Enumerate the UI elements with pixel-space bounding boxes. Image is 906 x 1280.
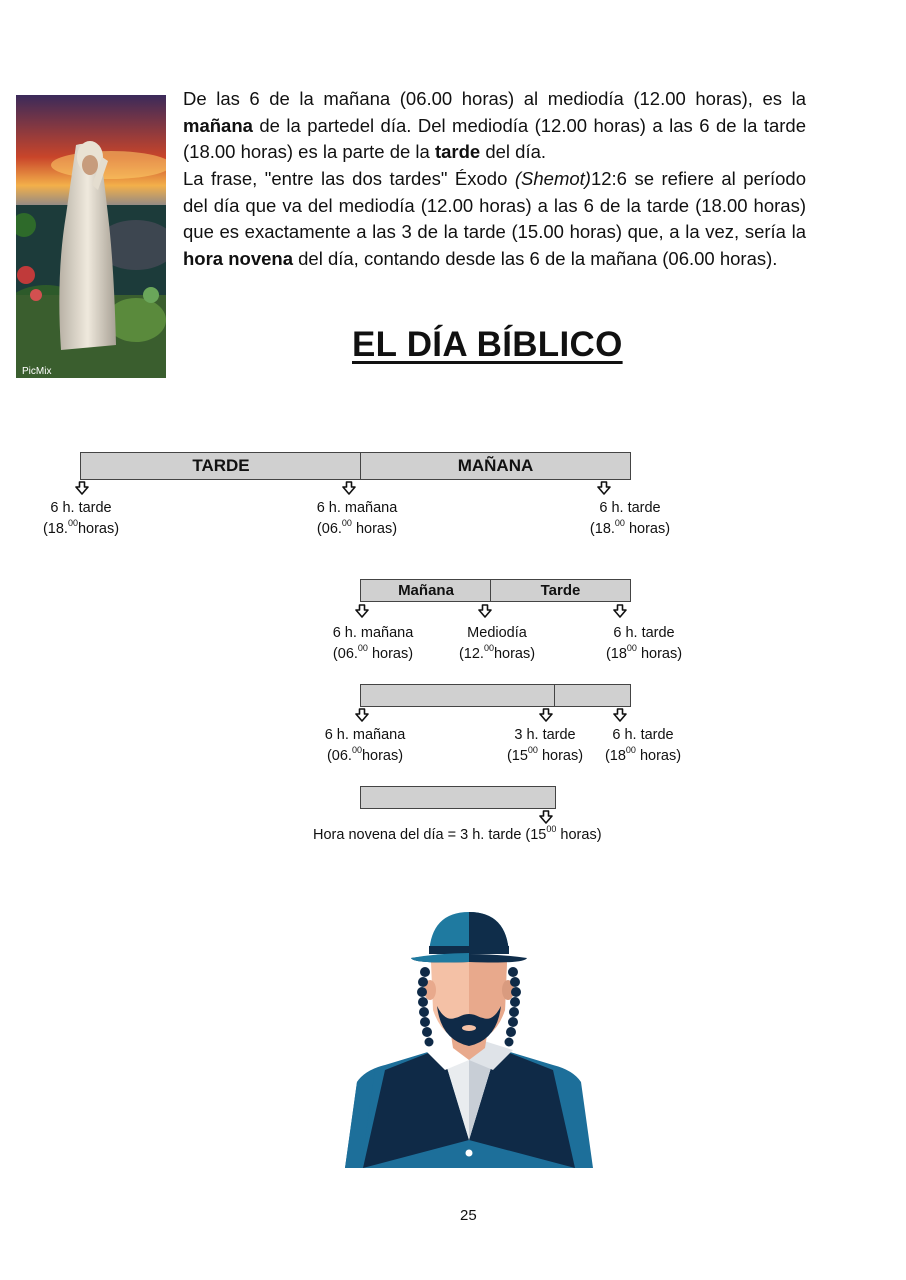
down-arrow-icon xyxy=(613,708,627,722)
caption-unit: horas) xyxy=(556,827,602,843)
time-label-value: (06. xyxy=(332,645,358,662)
time-label-line2 xyxy=(333,644,414,665)
time-label-value: (18. xyxy=(589,520,615,537)
bar-manana-small: Mañana xyxy=(360,579,492,602)
text-segment: del día, contando desde las 6 de la mañana (06.00 horas). xyxy=(293,247,778,269)
time-label xyxy=(605,725,681,766)
text-segment: 12:6 se refiere al período del día que va del mediodía (12.00 horas) a las 6 de la tarde (18.00 horas) que es exactamente a las 3 de la tarde (15.00 horas) que, a la vez, sería la xyxy=(183,168,807,242)
time-label-line1: 6 h. tarde xyxy=(599,500,661,516)
down-arrow-icon xyxy=(597,481,611,495)
time-label xyxy=(459,623,535,664)
time-label-line1: 6 h. tarde xyxy=(50,500,112,516)
orthodox-man-illustration xyxy=(345,910,593,1168)
time-label xyxy=(43,498,119,539)
time-label-unit: horas) xyxy=(351,520,398,537)
time-label-line2 xyxy=(507,746,583,767)
time-label-value: (18. xyxy=(42,520,68,537)
time-label-line1: Mediodía xyxy=(467,625,527,641)
page-number: 25 xyxy=(460,1207,477,1224)
hora-novena-caption xyxy=(313,824,602,843)
time-label-unit: horas) xyxy=(635,747,682,764)
time-label-minutes: 00 xyxy=(614,517,625,528)
time-label-value: (15 xyxy=(506,747,528,764)
time-label xyxy=(590,498,670,539)
caption-minutes: 00 xyxy=(546,824,557,834)
time-label-line2 xyxy=(317,519,398,540)
time-label-minutes: 00 xyxy=(357,642,368,653)
down-arrow-icon xyxy=(613,604,627,618)
time-label-minutes: 00 xyxy=(626,642,637,653)
time-label-line2 xyxy=(605,746,681,767)
right-sidelock xyxy=(505,967,522,1047)
time-label-value: (18 xyxy=(604,747,626,764)
time-label-line1: 6 h. mañana xyxy=(332,625,414,641)
time-label xyxy=(333,623,414,664)
time-label-line1: 6 h. mañana xyxy=(316,500,398,516)
down-arrow-icon xyxy=(539,810,553,824)
time-label-unit: horas) xyxy=(493,645,536,662)
text-segment: de la partedel día. Del mediodía (12.00 horas) a las 6 de la tarde (18.00 horas) es la parte de la xyxy=(183,114,806,162)
bold-tarde: tarde xyxy=(434,141,481,162)
time-label-unit: horas) xyxy=(636,645,683,662)
picmix-watermark: PicMix xyxy=(22,366,52,377)
hat-brim-light xyxy=(411,953,469,963)
down-arrow-icon xyxy=(355,604,369,618)
italic-shemot: (Shemot) xyxy=(514,168,591,189)
time-label-value: (12. xyxy=(458,645,484,662)
time-label xyxy=(507,725,583,766)
down-arrow-icon xyxy=(355,708,369,722)
left-sidelock xyxy=(417,967,434,1047)
bold-manana: mañana xyxy=(183,114,253,136)
time-label xyxy=(317,498,398,539)
text-segment: De las 6 de la mañana (06.00 horas) al mediodía (12.00 horas), es la xyxy=(183,88,806,109)
praying-figure-photo xyxy=(16,95,166,378)
text-segment: del día. xyxy=(480,141,547,162)
time-label-minutes: 00 xyxy=(527,744,538,755)
time-label-minutes: 00 xyxy=(351,744,362,755)
paragraph-entre-las-dos-tardes xyxy=(183,166,806,272)
time-label-line1: 6 h. mañana xyxy=(324,727,406,743)
time-label-minutes: 00 xyxy=(625,744,636,755)
time-label-line2 xyxy=(606,644,682,665)
time-label-unit: horas) xyxy=(537,747,584,764)
time-label-line2 xyxy=(43,519,119,540)
time-label-line1: 6 h. tarde xyxy=(612,727,674,743)
time-label-line1: 6 h. tarde xyxy=(613,625,675,641)
page-title: EL DÍA BÍBLICO xyxy=(352,325,623,364)
bar-morning-to-3pm xyxy=(360,684,556,707)
time-label-minutes: 00 xyxy=(341,517,352,528)
down-arrow-icon xyxy=(539,708,553,722)
down-arrow-icon xyxy=(342,481,356,495)
time-label-minutes: 00 xyxy=(67,517,78,528)
bar-tarde: TARDE xyxy=(80,452,362,480)
time-label-value: (18 xyxy=(605,645,627,662)
time-label-value: (06. xyxy=(326,747,352,764)
time-label-unit: horas) xyxy=(77,520,120,537)
paragraph-morning-afternoon xyxy=(183,86,806,166)
bar-3pm-to-6pm xyxy=(554,684,631,707)
time-label-unit: horas) xyxy=(367,645,414,662)
time-label xyxy=(606,623,682,664)
time-label-value: (06. xyxy=(316,520,342,537)
jacket-button xyxy=(466,1150,473,1157)
bar-hora-novena xyxy=(360,786,556,809)
caption-text: Hora novena del día = 3 h. tarde (15 xyxy=(313,827,547,843)
time-label-line2 xyxy=(590,519,670,540)
time-label-unit: horas) xyxy=(624,520,671,537)
time-label-line1: 3 h. tarde xyxy=(514,727,576,743)
hat-band xyxy=(429,946,509,954)
time-label-line2 xyxy=(325,746,406,767)
down-arrow-icon xyxy=(478,604,492,618)
time-label-line2 xyxy=(459,644,535,665)
time-label-minutes: 00 xyxy=(483,642,494,653)
bar-manana: MAÑANA xyxy=(360,452,631,480)
mouth xyxy=(462,1025,476,1031)
time-label-unit: horas) xyxy=(361,747,404,764)
text-segment: La frase, "entre las dos tardes" Éxodo xyxy=(183,168,515,189)
time-label xyxy=(325,725,406,766)
bar-tarde-small: Tarde xyxy=(490,579,631,602)
bold-hora-novena: hora novena xyxy=(183,247,293,269)
down-arrow-icon xyxy=(75,481,89,495)
